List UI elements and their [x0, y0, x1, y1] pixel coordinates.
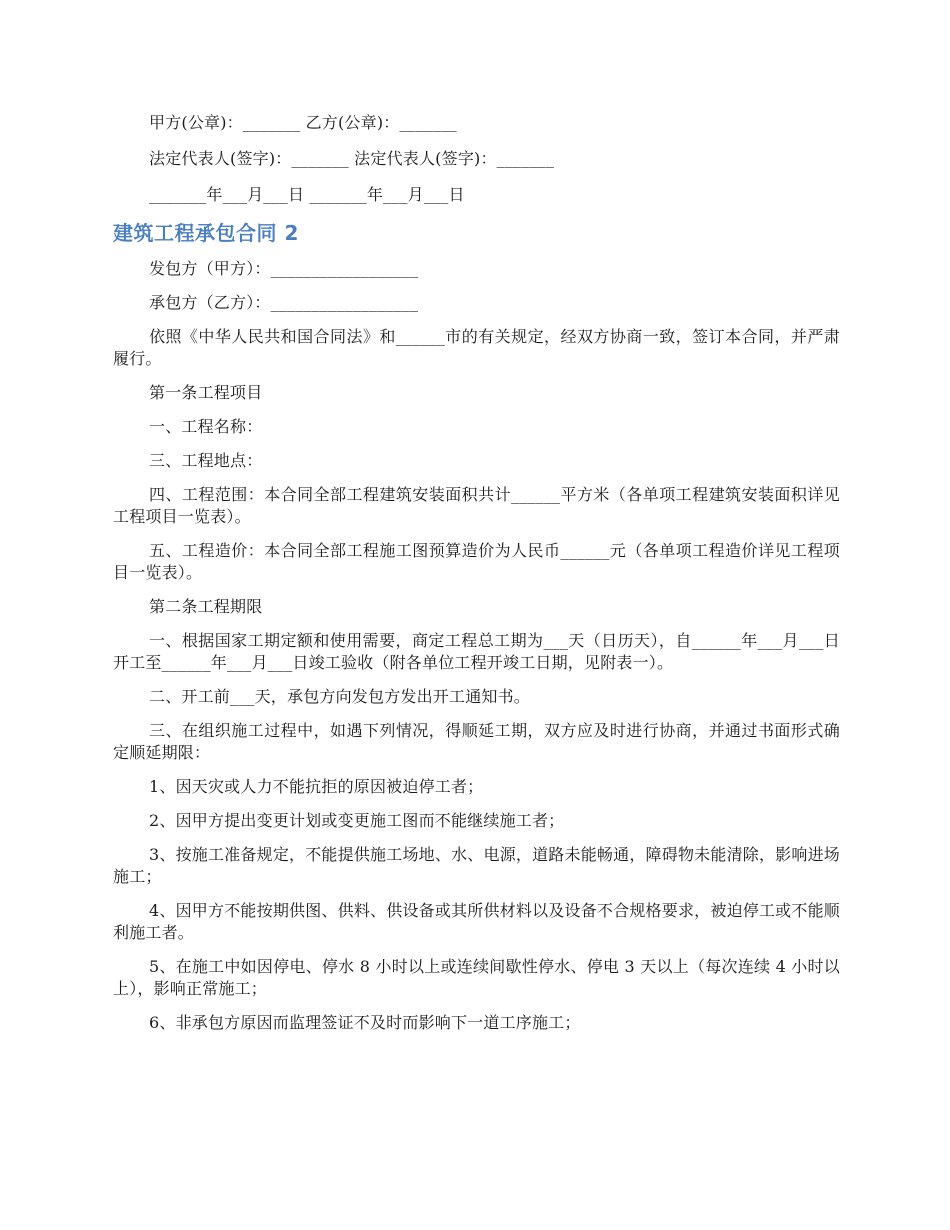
article-2-heading: 第二条工程期限 — [149, 597, 263, 616]
extension-reason-3: 3、按施工准备规定，不能提供施工场地、水、电源，道路未能畅通，障碍物未能清除，影响进场施工； — [113, 845, 840, 886]
article-1-heading: 第一条工程项目 — [149, 383, 263, 402]
duration-item-3: 三、在组织施工过程中，如遇下列情况，得顺延工期，双方应及时进行协商，并通过书面形式确定顺延期限： — [113, 721, 840, 762]
signature-line-seals: 甲方(公章)：_______ 乙方(公章)：_______ — [149, 113, 457, 132]
extension-reason-5: 5、在施工中如因停电、停水 8 小时以上或连续间歇性停水、停电 3 天以上（每次连续 4 小时以上），影响正常施工； — [113, 957, 840, 998]
preamble-paragraph: 依照《中华人民共和国合同法》和______市的有关规定，经双方协商一致，签订本合同，并严肃履行。 — [113, 327, 840, 368]
project-scope-item: 四、工程范围：本合同全部工程建筑安装面积共计______平方米（各单项工程建筑安装面积详见工程项目一览表）。 — [113, 485, 840, 526]
party-b-line: 承包方（乙方）：__________________ — [149, 293, 419, 312]
document-body — [113, 112, 840, 1046]
extension-reason-6: 6、非承包方原因而监理签证不及时而影响下一道工序施工； — [149, 1013, 581, 1032]
project-name-item: 一、工程名称： — [149, 417, 263, 436]
section-heading: 建筑工程承包合同 2 — [113, 221, 299, 245]
extension-reason-2: 2、因甲方提出变更计划或变更施工图而不能继续施工者； — [149, 811, 565, 830]
project-location-item: 三、工程地点： — [149, 451, 263, 470]
duration-item-2: 二、开工前___天，承包方向发包方发出开工通知书。 — [149, 687, 531, 706]
signature-line-representatives: 法定代表人(签字)：_______ 法定代表人(签字)：_______ — [149, 149, 555, 168]
extension-reason-4: 4、因甲方不能按期供图、供料、供设备或其所供材料以及设备不合规格要求，被迫停工或不能顺利施工者。 — [113, 901, 840, 942]
signature-line-dates: _______年___月___日 _______年___月___日 — [149, 185, 465, 204]
extension-reason-1: 1、因天灾或人力不能抗拒的原因被迫停工者； — [149, 777, 484, 796]
duration-item-1: 一、根据国家工期定额和使用需要，商定工程总工期为___天（日历天），自______年___月___日开工至______年___月___日竣工验收（附各单位工程开竣工日期，见附表一）。 — [113, 631, 840, 672]
party-a-line: 发包方（甲方）：__________________ — [149, 259, 419, 278]
project-cost-item: 五、工程造价：本合同全部工程施工图预算造价为人民币______元（各单项工程造价详见工程项目一览表）。 — [113, 541, 840, 582]
